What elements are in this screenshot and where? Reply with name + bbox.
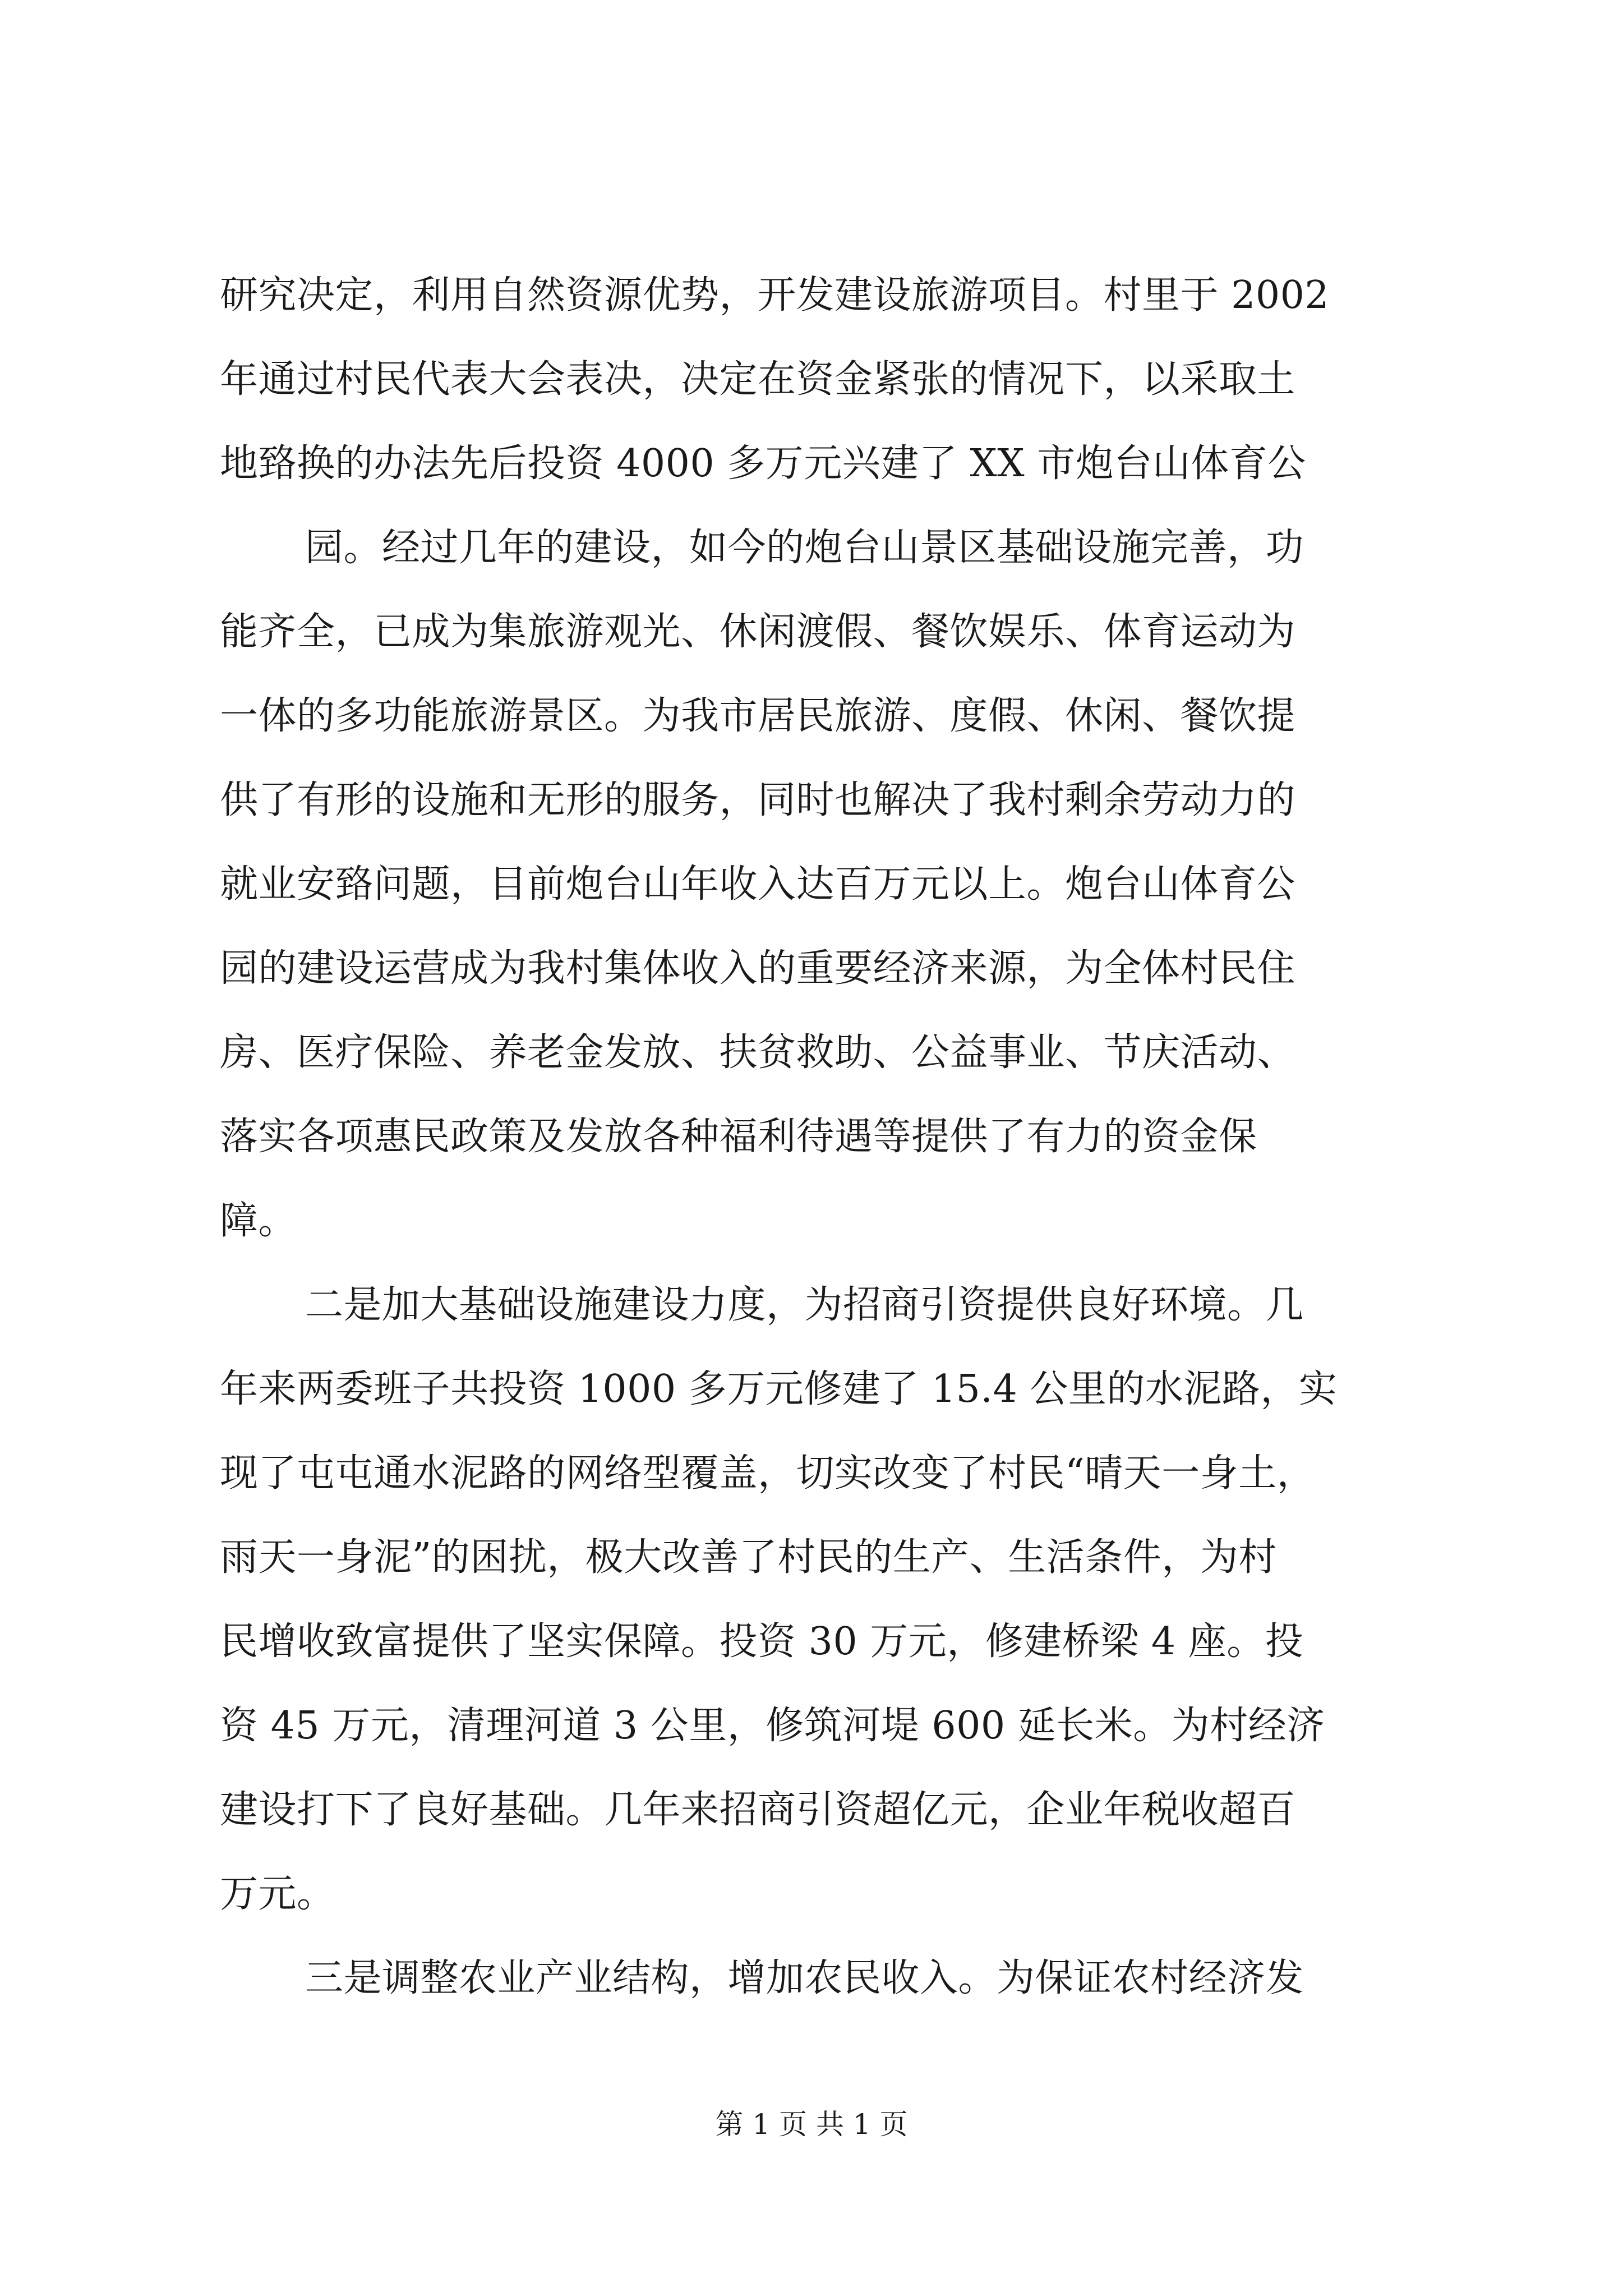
text-line: 能齐全，已成为集旅游观光、休闲渡假、餐饮娱乐、体育运动为 <box>220 610 1296 654</box>
text-line: 障。 <box>220 1199 297 1243</box>
page-footer: 第 1 页 共 1 页 <box>715 2108 908 2141</box>
text-line: 雨天一身泥”的困扰，极大改善了村民的生产、生活条件，为村 <box>220 1535 1277 1580</box>
text-line: 房、医疗保险、养老金发放、扶贫救助、公益事业、节庆活动、 <box>220 1030 1296 1075</box>
text-line: 落实各项惠民政策及发放各种福利待遇等提供了有力的资金保 <box>220 1115 1257 1159</box>
document-body <box>220 254 1414 2021</box>
text-line: 资 45 万元，清理河道 3 公里，修筑河堤 600 延长米。为村经济 <box>220 1704 1325 1748</box>
text-line: 民增收致富提供了坚实保障。投资 30 万元，修建桥梁 4 座。投 <box>220 1619 1304 1664</box>
text-line: 地臵换的办法先后投资 4000 多万元兴建了 XX 市炮台山体育公 <box>220 441 1306 486</box>
text-line: 一体的多功能旅游景区。为我市居民旅游、度假、休闲、餐饮提 <box>220 694 1296 738</box>
text-line: 研究决定，利用自然资源优势，开发建设旅游项目。村里于 2002 <box>220 273 1330 318</box>
text-line: 万元。 <box>220 1872 335 1916</box>
text-line: 园的建设运营成为我村集体收入的重要经济来源，为全体村民住 <box>220 946 1296 991</box>
text-line: 年通过村民代表大会表决，决定在资金紧张的情况下，以采取土 <box>220 357 1296 402</box>
text-line: 二是加大基础设施建设力度，为招商引资提供良好环境。几 <box>305 1283 1304 1327</box>
text-line: 建设打下了良好基础。几年来招商引资超亿元，企业年税收超百 <box>220 1788 1296 1832</box>
text-line: 三是调整农业产业结构，增加农民收入。为保证农村经济发 <box>305 1956 1304 2000</box>
text-line: 园。经过几年的建设，如今的炮台山景区基础设施完善，功 <box>305 526 1304 570</box>
text-line: 年来两委班子共投资 1000 多万元修建了 15.4 公里的水泥路，实 <box>220 1367 1338 1411</box>
text-line: 现了屯屯通水泥路的网络型覆盖，切实改变了村民“晴天一身土， <box>220 1451 1316 1496</box>
text-line: 就业安臵问题，目前炮台山年收入达百万元以上。炮台山体育公 <box>220 862 1296 907</box>
text-line: 供了有形的设施和无形的服务，同时也解决了我村剩余劳动力的 <box>220 778 1296 822</box>
